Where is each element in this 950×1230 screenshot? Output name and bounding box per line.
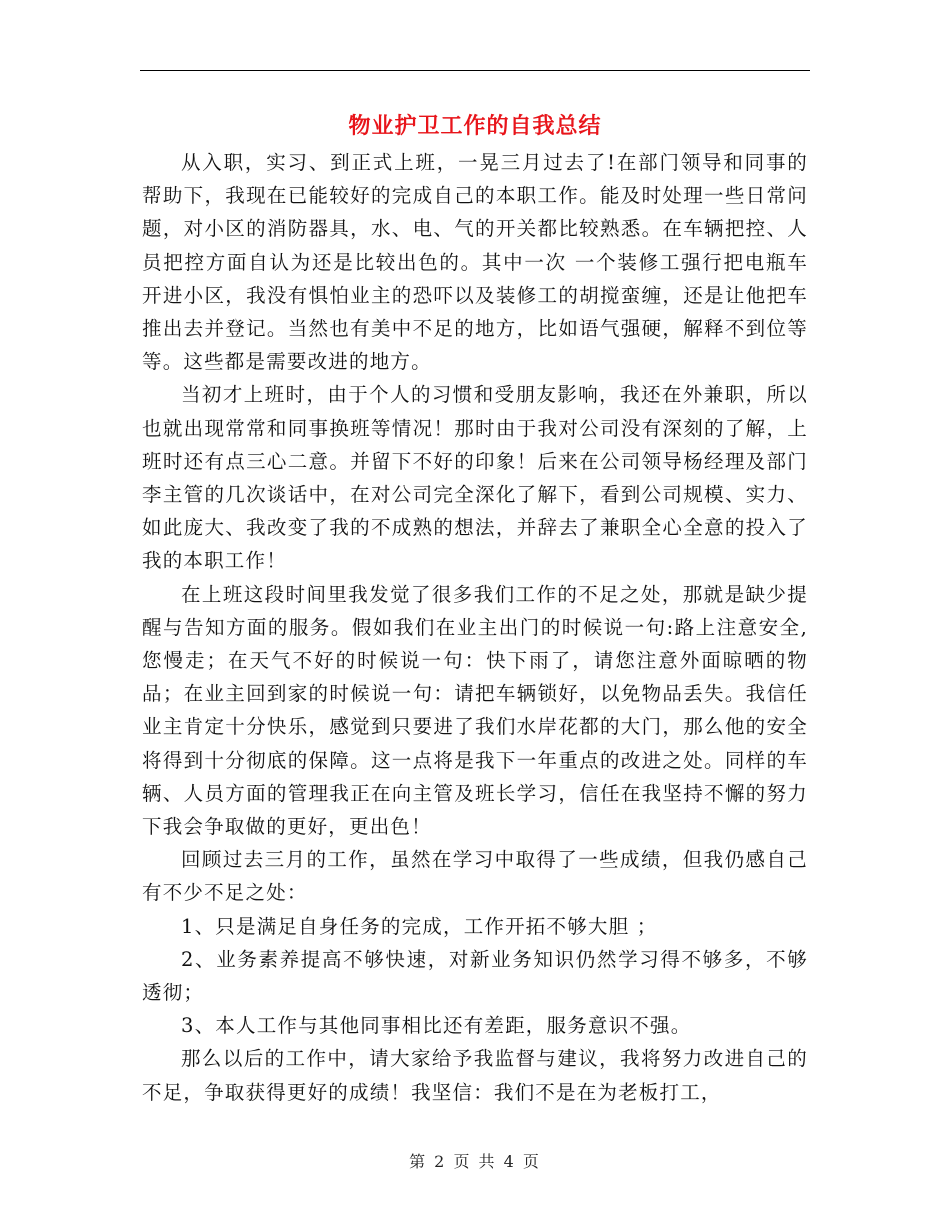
paragraph-5: 那么以后的工作中，请大家给予我监督与建议，我将努力改进自己的不足，争取获得更好的成绩！我坚信：我们不是在为老板打工， bbox=[142, 1047, 808, 1104]
page-number-label: 第 2 页 共 4 页 bbox=[409, 1152, 541, 1171]
paragraph-4: 回顾过去三月的工作，虽然在学习中取得了一些成绩，但我仍感自己有不少不足之处： bbox=[142, 848, 808, 905]
paragraph-1: 从入职，实习、到正式上班，一晃三月过去了!在部门领导和同事的帮助下，我现在已能较好的完成自己的本职工作。能及时处理一些日常问题，对小区的消防器具，水、电、气的开关都比较熟悉。在车辆把控、人员把控方面自认为还是比较出色的。其中一次 一个装修工强行把电瓶车开进小区，我没有惧怕业主的恐吓以及装修工的胡搅蛮缠，还是让他把车推出去并登记。当然也有美中不足的地方，比如语气强硬，解释不到位等等。这些都是需要改进的地方。 bbox=[142, 151, 808, 374]
list-item-1: 1、只是满足自身任务的完成，工作开拓不够大胆 ； bbox=[181, 914, 658, 938]
header-rule bbox=[140, 70, 810, 71]
paragraph-2: 当初才上班时，由于个人的习惯和受朋友影响，我还在外兼职，所以也就出现常常和同事换班等情况！那时由于我对公司没有深刻的了解，上班时还有点三心二意。并留下不好的印象！后来在公司领导杨经理及部门李主管的几次谈话中，在对公司完全深化了解下，看到公司规模、实力、如此庞大、我改变了我的不成熟的想法，并辞去了兼职全心全意的投入了我的本职工作！ bbox=[142, 383, 808, 573]
list-item-2: 2、业务素养提高不够快速，对新业务知识仍然学习得不够多，不够透彻； bbox=[142, 947, 808, 1005]
document-title: 物业护卫工作的自我总结 bbox=[348, 113, 602, 139]
page-footer bbox=[0, 1150, 950, 1174]
paragraph-3: 在上班这段时间里我发觉了很多我们工作的不足之处，那就是缺少提醒与告知方面的服务。假如我们在业主出门的时候说一句:路上注意安全,您慢走；在天气不好的时候说一句：快下雨了，请您注意外面晾晒的物品；在业主回到家的时候说一句：请把车辆锁好，以免物品丢失。我信任业主肯定十分快乐，感觉到只要进了我们水岸花都的大门，那么他的安全将得到十分彻底的保障。这一点将是我下一年重点的改进之处。同样的车辆、人员方面的管理我正在向主管及班长学习，信任在我坚持不懈的努力下我会争取做的更好，更出色！ bbox=[142, 582, 808, 839]
list-item-3: 3、本人工作与其他同事相比还有差距，服务意识不强。 bbox=[181, 1014, 692, 1038]
document-body bbox=[142, 146, 808, 1109]
